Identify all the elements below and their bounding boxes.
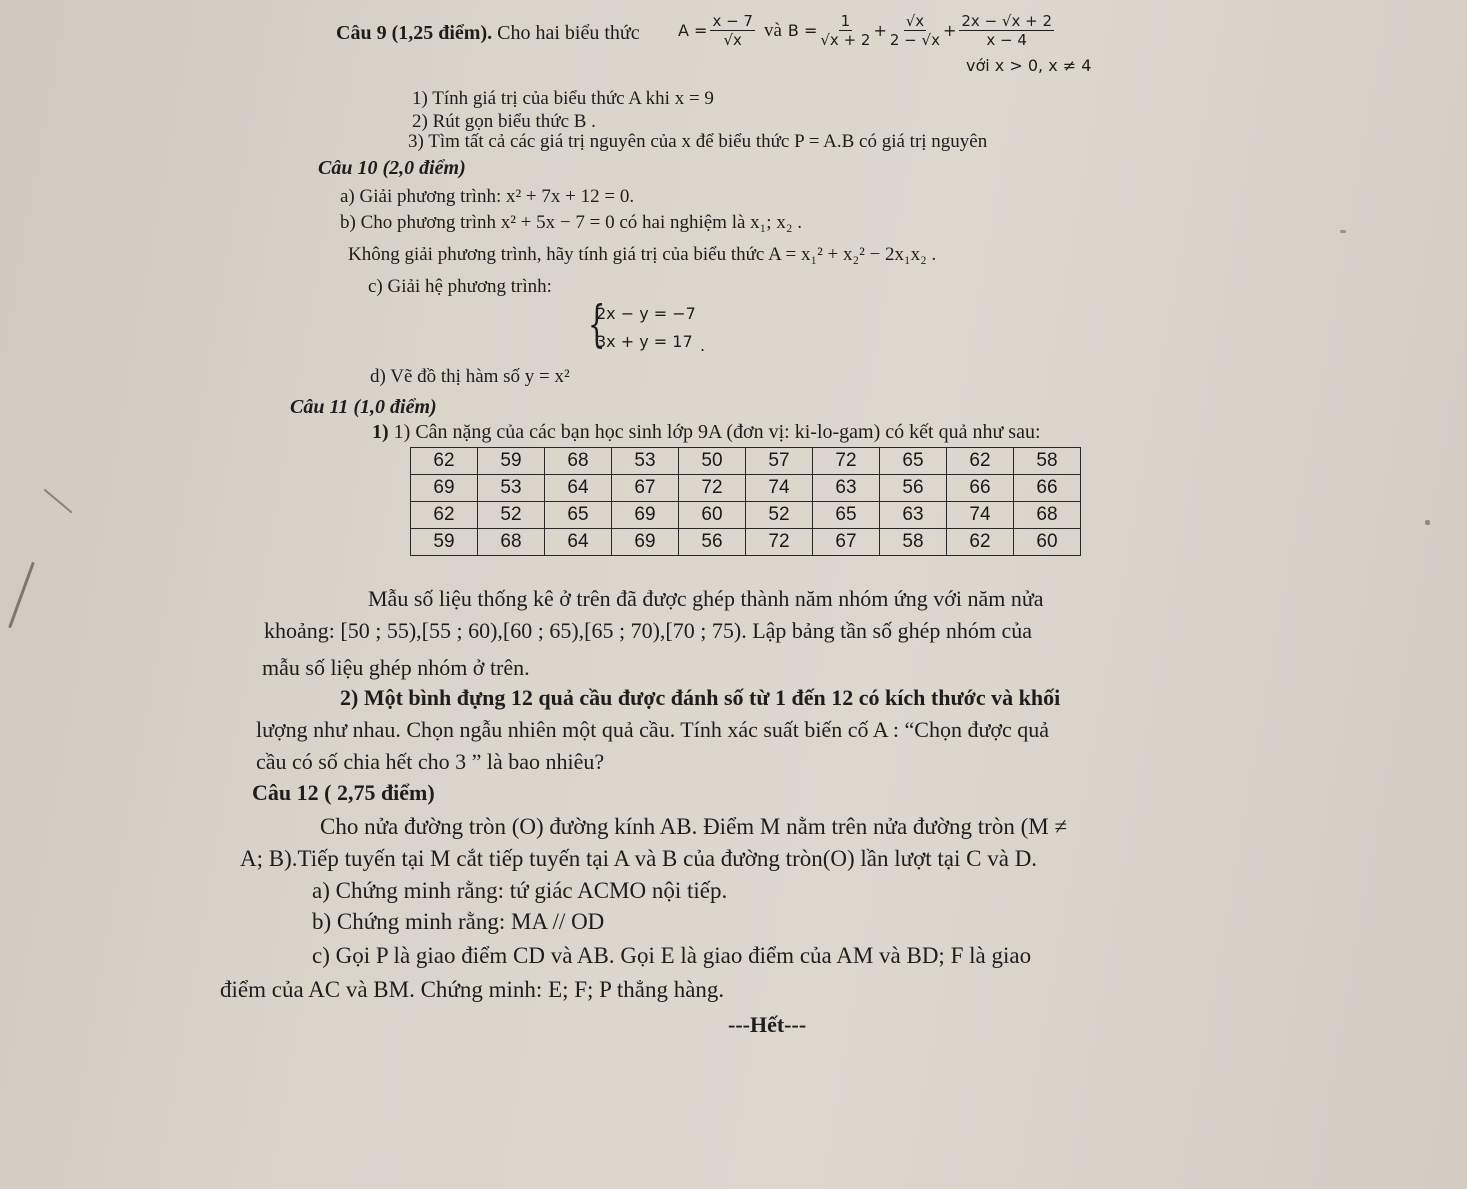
system-eq-2: 3x + y = 17 bbox=[596, 332, 693, 351]
b-label: B = bbox=[787, 21, 818, 40]
paper-stain bbox=[1340, 230, 1346, 233]
table-cell: 63 bbox=[813, 475, 880, 502]
q9-part-3: 3) Tìm tất cả các giá trị nguyên của x để biểu thức P = A.B có giá trị nguyên bbox=[408, 131, 988, 152]
q9-condition: với x > 0, x ≠ 4 bbox=[966, 56, 1092, 75]
a-label: A = bbox=[678, 21, 708, 40]
table-cell: 56 bbox=[679, 529, 746, 556]
table-cell: 56 bbox=[880, 475, 947, 502]
table-cell: 58 bbox=[1014, 448, 1081, 475]
table-cell: 68 bbox=[478, 529, 545, 556]
q11-part-2-line-2: lượng như nhau. Chọn ngẫu nhiên một quả cầu. Tính xác suất biến cố A : “Chọn được quả bbox=[256, 717, 1050, 742]
q12-part-b: b) Chứng minh rằng: MA // OD bbox=[312, 909, 605, 934]
q11-text-1: Mẫu số liệu thống kê ở trên đã được ghép thành năm nhóm ứng với năm nửa bbox=[368, 586, 1044, 611]
q9-title: Câu 9 (1,25 điểm). bbox=[336, 22, 493, 44]
q11-text-3: mẫu số liệu ghép nhóm ở trên. bbox=[262, 655, 530, 680]
q11-part-2-line-1 bbox=[340, 685, 1060, 711]
table-cell: 52 bbox=[746, 502, 813, 529]
table-row bbox=[411, 475, 1081, 502]
table-cell: 53 bbox=[612, 448, 679, 475]
table-cell: 66 bbox=[947, 475, 1014, 502]
table-cell: 72 bbox=[679, 475, 746, 502]
q12-line-1: Cho nửa đường tròn (O) đường kính AB. Điểm M nằm trên nửa đường tròn (M ≠ bbox=[320, 814, 1068, 839]
q10-title bbox=[318, 157, 466, 180]
table-cell: 69 bbox=[411, 475, 478, 502]
table-cell: 65 bbox=[545, 502, 612, 529]
weights-table bbox=[410, 447, 1081, 556]
q11-part-2-text-1: 2) Một bình đựng 12 quả cầu được đánh số từ 1 đến 12 có kích thước và khối bbox=[340, 685, 1061, 710]
q11-part-1 bbox=[372, 421, 1041, 444]
table-cell: 66 bbox=[1014, 475, 1081, 502]
q9-heading bbox=[336, 22, 640, 45]
q12-title bbox=[252, 780, 435, 806]
table-cell: 67 bbox=[612, 475, 679, 502]
q9-part-1: 1) Tính giá trị của biểu thức A khi x = 9 bbox=[412, 88, 714, 109]
q11-part-1-text: 1) Cân nặng của các bạn học sinh lớp 9A (đơn vị: ki-lo-gam) có kết quả như sau: bbox=[393, 421, 1041, 443]
table-cell: 72 bbox=[813, 448, 880, 475]
table-cell: 57 bbox=[746, 448, 813, 475]
b-f2-denominator: 2 − √x bbox=[889, 31, 940, 49]
table-cell: 62 bbox=[947, 448, 1014, 475]
paper-stain bbox=[1425, 520, 1430, 525]
table-cell: 62 bbox=[411, 448, 478, 475]
table-cell: 50 bbox=[679, 448, 746, 475]
q9-intro: Cho hai biểu thức bbox=[497, 22, 640, 44]
b-fraction-1 bbox=[820, 12, 870, 49]
table-cell: 69 bbox=[612, 529, 679, 556]
table-cell: 72 bbox=[746, 529, 813, 556]
b-f1-denominator: √x + 2 bbox=[820, 31, 871, 49]
b-f2-numerator: √x bbox=[905, 12, 925, 30]
q11-title bbox=[290, 396, 437, 419]
q11-part-1-number: 1) bbox=[372, 421, 389, 443]
table-cell: 53 bbox=[478, 475, 545, 502]
table-cell: 64 bbox=[545, 475, 612, 502]
q11-text-2: khoảng: [50 ; 55),[55 ; 60),[60 ; 65),[65 ; 70),[70 ; 75). Lập bảng tần số ghép nhóm của bbox=[264, 618, 1033, 643]
table-cell: 59 bbox=[478, 448, 545, 475]
q12-part-c-line-1: c) Gọi P là giao điểm CD và AB. Gọi E là giao điểm của AM và BD; F là giao bbox=[312, 943, 1032, 968]
end-marker-text: ---Hết--- bbox=[728, 1012, 807, 1037]
table-row bbox=[411, 529, 1081, 556]
table-cell: 65 bbox=[880, 448, 947, 475]
plus-sign: + bbox=[873, 21, 887, 40]
table-cell: 60 bbox=[679, 502, 746, 529]
end-marker bbox=[728, 1012, 806, 1038]
table-cell: 62 bbox=[947, 529, 1014, 556]
q12-part-c-line-2: điểm của AC và BM. Chứng minh: E; F; P thẳng hàng. bbox=[220, 977, 725, 1002]
q10-title-text: Câu 10 (2,0 điểm) bbox=[318, 157, 466, 179]
table-cell: 52 bbox=[478, 502, 545, 529]
b-f3-denominator: x − 4 bbox=[986, 31, 1027, 49]
table-cell: 65 bbox=[813, 502, 880, 529]
q12-title-text: Câu 12 ( 2,75 điểm) bbox=[252, 780, 435, 805]
q10-part-d: d) Vẽ đồ thị hàm số y = x² bbox=[370, 366, 570, 387]
q12-line-2: A; B).Tiếp tuyến tại M cắt tiếp tuyến tại A và B của đường tròn(O) lần lượt tại C và D. bbox=[240, 846, 1038, 871]
q11-title-text: Câu 11 (1,0 điểm) bbox=[290, 396, 437, 418]
q11-part-2-line-3: cầu có số chia hết cho 3 ” là bao nhiêu? bbox=[256, 749, 605, 774]
b-fraction-2 bbox=[890, 12, 940, 49]
table-cell: 68 bbox=[545, 448, 612, 475]
table-cell: 63 bbox=[880, 502, 947, 529]
table-cell: 67 bbox=[813, 529, 880, 556]
table-cell: 64 bbox=[545, 529, 612, 556]
q10-part-b-continued: Không giải phương trình, hãy tính giá trị của biểu thức A = x₁² + x₂² − 2x₁x₂ . bbox=[348, 244, 937, 265]
system-brace: { bbox=[588, 295, 606, 353]
table-row bbox=[411, 502, 1081, 529]
b-fraction-3 bbox=[959, 12, 1054, 49]
table-cell: 59 bbox=[411, 529, 478, 556]
table-cell: 74 bbox=[947, 502, 1014, 529]
table-cell: 74 bbox=[746, 475, 813, 502]
table-row bbox=[411, 448, 1081, 475]
table-cell: 68 bbox=[1014, 502, 1081, 529]
a-denominator: √x bbox=[723, 31, 742, 49]
q12-part-a: a) Chứng minh rằng: tứ giác ACMO nội tiếp. bbox=[312, 878, 728, 903]
q10-part-a: a) Giải phương trình: x² + 7x + 12 = 0. bbox=[340, 186, 635, 207]
table-cell: 62 bbox=[411, 502, 478, 529]
plus-sign: + bbox=[942, 21, 957, 40]
paper-stain bbox=[44, 489, 73, 514]
b-f1-numerator: 1 bbox=[840, 12, 851, 30]
table-cell: 60 bbox=[1014, 529, 1081, 556]
q9-part-2: 2) Rút gọn biểu thức B . bbox=[412, 111, 596, 132]
b-f3-numerator: 2x − √x + 2 bbox=[961, 12, 1052, 30]
a-numerator: x − 7 bbox=[712, 12, 753, 30]
system-eq-1: 2x − y = −7 bbox=[596, 304, 696, 323]
q9-expressions bbox=[678, 12, 1057, 49]
q10-part-c: c) Giải hệ phương trình: bbox=[368, 276, 552, 297]
paper-stain bbox=[8, 562, 35, 629]
q10-part-b: b) Cho phương trình x² + 5x − 7 = 0 có hai nghiệm là x₁; x₂ . bbox=[340, 212, 802, 233]
and-word: và bbox=[763, 19, 782, 41]
system-end-dot: . bbox=[700, 336, 706, 355]
table-cell: 58 bbox=[880, 529, 947, 556]
table-cell: 69 bbox=[612, 502, 679, 529]
a-fraction bbox=[710, 12, 755, 49]
